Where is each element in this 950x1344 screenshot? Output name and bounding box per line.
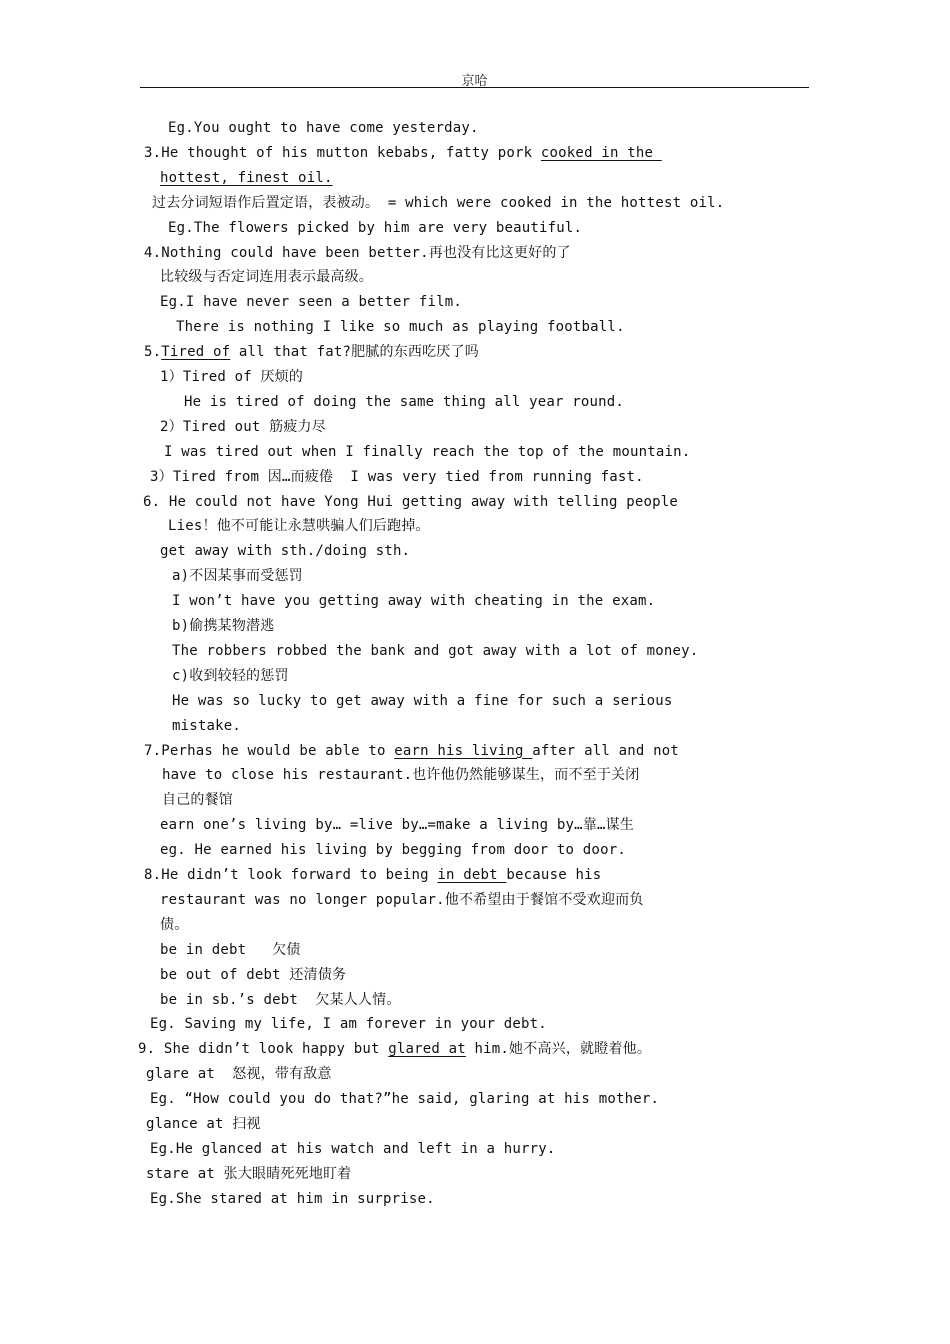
text-segment: be out of debt 还清债务 <box>160 966 347 983</box>
text-line <box>150 1015 547 1033</box>
text-line <box>160 368 303 386</box>
text-segment: because his <box>506 867 602 883</box>
text-segment: b)偷携某物潜逃 <box>172 618 275 634</box>
text-line <box>144 343 479 361</box>
text-line <box>172 667 289 685</box>
text-line <box>160 941 301 959</box>
text-segment: I won’t have you getting away with cheating in the exam. <box>172 593 656 610</box>
text-segment: 债。 <box>160 916 189 933</box>
text-segment: glare at 怒视，带有敌意 <box>146 1066 332 1083</box>
header-rule <box>140 87 809 88</box>
text-segment: Eg.You ought to have come yesterday. <box>168 120 479 136</box>
text-segment: 4.Nothing could have been better.再也没有比这更好的了 <box>144 244 571 261</box>
text-segment: 1）Tired of 厌烦的 <box>160 369 304 385</box>
text-segment: 6. He could not have Yong Hui getting away with telling people <box>143 493 678 510</box>
text-line <box>172 567 303 585</box>
text-segment: The robbers robbed the bank and got away with a lot of money. <box>172 642 699 659</box>
text-line <box>162 791 233 809</box>
text-segment: 自己的餐馆 <box>162 792 233 809</box>
text-segment: have to close his restaurant.也许他仍然能够谋生，而不至于关闭 <box>162 767 640 784</box>
page-header: 京哈 <box>461 74 488 89</box>
underlined-phrase: in debt <box>437 867 507 883</box>
text-segment: 3.He thought of his mutton kebabs, fatty pork <box>144 144 541 161</box>
text-segment: 5. <box>144 344 162 361</box>
text-line <box>146 1115 261 1133</box>
text-segment: Eg.I have never seen a better film. <box>160 294 463 311</box>
text-segment: He was so lucky to get away with a fine for such a serious <box>172 692 673 709</box>
text-segment: be in debt 欠债 <box>160 941 301 958</box>
text-line <box>160 916 188 934</box>
text-line <box>160 293 462 311</box>
text-segment: 9. She didn’t look happy but <box>138 1041 389 1058</box>
text-segment: restaurant was no longer popular.他不希望由于餐馆不受欢迎而负 <box>160 891 644 908</box>
underlined-phrase: Tired of <box>161 344 231 361</box>
text-segment: after all and not <box>532 742 679 759</box>
text-segment: Eg.He glanced at his watch and left in a hurry. <box>150 1140 556 1157</box>
text-segment: 过去分词短语作后置定语，表被动。 = which were cooked in the hottest oil. <box>152 194 725 211</box>
text-segment: be in sb.’s debt 欠某人人情。 <box>160 991 401 1008</box>
text-segment: him.她不高兴，就瞪着他。 <box>465 1041 652 1058</box>
text-line <box>150 468 644 486</box>
text-segment: 比较级与否定词连用表示最高级。 <box>160 269 373 286</box>
text-segment: Eg. “How could you do that?”he said, glaring at his mother. <box>150 1091 660 1108</box>
text-segment: Eg.The flowers picked by him are very beautiful. <box>168 219 583 236</box>
text-line <box>160 169 333 187</box>
underlined-phrase: earn his living <box>394 742 533 759</box>
text-segment: 8.He didn’t look forward to being <box>144 867 438 883</box>
text-line <box>172 642 698 660</box>
text-line <box>184 393 624 411</box>
text-line <box>172 617 274 635</box>
text-segment: mistake. <box>172 717 242 734</box>
text-line <box>143 493 678 511</box>
text-segment: a)不因某事而受惩罚 <box>172 568 303 585</box>
text-line <box>160 418 326 436</box>
text-line <box>176 318 625 336</box>
text-segment: Lies！他不可能让永慧哄骗人们后跑掉。 <box>168 518 430 535</box>
text-line <box>152 194 724 212</box>
text-line <box>162 766 639 784</box>
text-line <box>144 144 662 162</box>
text-segment: c)收到较轻的惩罚 <box>172 667 289 684</box>
underlined-phrase: cooked in the <box>540 144 662 161</box>
text-segment: all that fat?肥腻的东西吃厌了吗 <box>230 344 479 361</box>
text-line <box>150 1090 659 1108</box>
text-segment: eg. He earned his living by begging from door to door. <box>160 842 626 859</box>
text-segment: Eg. Saving my life, I am forever in your debt. <box>150 1016 547 1033</box>
text-line <box>138 1040 651 1058</box>
text-segment: There is nothing I like so much as playing football. <box>176 319 625 336</box>
text-line <box>164 443 690 461</box>
text-segment: stare at 张大眼睛死死地盯着 <box>146 1165 352 1182</box>
text-segment: Eg.She stared at him in surprise. <box>150 1190 435 1207</box>
text-segment: He is tired of doing the same thing all year round. <box>184 393 625 410</box>
text-line <box>144 244 571 262</box>
text-line <box>160 816 634 834</box>
text-line <box>168 517 430 535</box>
underlined-phrase: hottest, finest oil. <box>160 169 333 186</box>
text-line <box>168 119 479 137</box>
text-line <box>168 219 582 237</box>
underlined-phrase: glared at <box>388 1041 466 1058</box>
text-line <box>144 866 601 884</box>
text-segment: get away with sth./doing sth. <box>160 543 411 560</box>
text-line <box>160 891 644 909</box>
text-line <box>146 1065 332 1083</box>
text-line <box>150 1190 435 1208</box>
text-segment: 7.Perhas he would be able to <box>144 742 395 759</box>
text-line <box>160 841 626 859</box>
text-line <box>146 1165 351 1183</box>
text-line <box>160 542 410 560</box>
text-segment: glance at 扫视 <box>146 1116 261 1132</box>
text-line <box>160 268 373 286</box>
text-line <box>144 742 679 760</box>
text-line <box>160 966 346 984</box>
text-line <box>150 1140 556 1158</box>
text-segment: I was tired out when I finally reach the top of the mountain. <box>164 443 691 460</box>
text-segment: earn one’s living by… =live by…=make a living by…靠…谋生 <box>160 817 635 834</box>
text-segment: 2）Tired out 筋疲力尽 <box>160 418 326 435</box>
text-segment: 3）Tired from 因…而疲倦 I was very tied from running fast. <box>150 468 644 485</box>
text-line <box>172 692 672 710</box>
text-line <box>160 991 401 1009</box>
text-line <box>172 717 241 735</box>
text-line <box>172 592 655 610</box>
